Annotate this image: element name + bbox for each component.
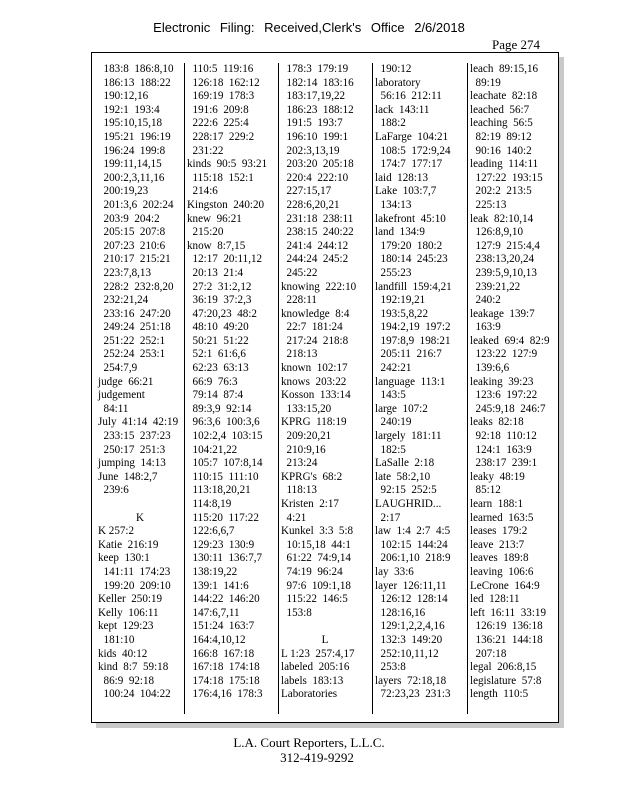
index-entry: kids 40:12 [98, 647, 148, 660]
index-entry: 190:12 [375, 63, 412, 75]
index-entry: 239:6 [98, 484, 129, 497]
index-entry: 225:13 [470, 198, 507, 211]
index-entry: 194:2,19 197:2 [375, 321, 451, 334]
index-entry: 115:20 117:22 [187, 511, 259, 524]
index-entry: 242:21 [375, 362, 412, 375]
index-entry: 139:6,6 [470, 362, 510, 375]
index-entry: 10:15,18 44:1 [281, 538, 351, 551]
index-entry: 228:6,20,21 [281, 198, 340, 211]
index-entry: 176:4,16 178:3 [187, 688, 263, 701]
index-entry: landfill 159:4,21 [375, 280, 452, 293]
index-entry: 244:24 245:2 [281, 253, 349, 266]
index-entry: 20:13 21:4 [187, 266, 244, 279]
index-entry: 245:9,18 246:7 [470, 402, 546, 415]
index-entry: 233:16 247:20 [98, 307, 171, 320]
index-entry: 22:7 181:24 [281, 321, 343, 334]
index-entry: 132:3 149:20 [375, 633, 443, 646]
index-entry: 191:5 193:7 [281, 117, 343, 130]
index-entry: 207:23 210:6 [98, 239, 166, 252]
index-entry: 144:22 146:20 [187, 593, 260, 606]
index-entry: LaFarge 104:21 [375, 130, 449, 143]
index-entry: law 1:4 2:7 4:5 [375, 525, 451, 538]
index-entry: leave 213:7 [470, 538, 525, 551]
index-entry: 134:13 [375, 198, 412, 211]
index-entry: 122:6,6,7 [187, 525, 235, 538]
index-entry: know 8:7,15 [187, 239, 246, 252]
index-entry: 203:20 205:18 [281, 158, 354, 171]
index-entry: 174:18 175:18 [187, 674, 260, 687]
index-entry: 110:15 111:10 [187, 470, 259, 483]
index-entry: 115:22 146:5 [281, 593, 348, 606]
index-entry: 223:7,8,13 [98, 266, 152, 279]
index-entry: 52:1 61:6,6 [187, 348, 246, 361]
index-entry: 47:20,23 48:2 [187, 307, 257, 320]
index-entry: 202:2 213:5 [470, 185, 532, 198]
index-entry: 181:10 [98, 633, 135, 646]
index-entry: 182:5 [375, 443, 406, 456]
index-entry: 27:2 31:2,12 [187, 280, 252, 293]
index-entry: 118:13 [281, 484, 317, 497]
index-entry: 238:13,20,24 [470, 253, 535, 266]
footer-phone: 312-419-9292 [280, 750, 354, 765]
index-entry: 126:19 136:18 [470, 620, 543, 633]
index-entry: 126:8,9,10 [470, 226, 524, 239]
index-entry: Keller 250:19 [98, 593, 163, 606]
index-entry: legal 206:8,15 [470, 661, 537, 674]
index-entry: Kosson 133:14 [281, 389, 351, 402]
index-entry: 74:19 96:24 [281, 565, 343, 578]
index-entry: 240:2 [470, 294, 501, 307]
index-entry: largely 181:11 [375, 430, 442, 443]
index-entry: 199:11,14,15 [98, 158, 162, 171]
index-entry: 206:1,10 218:9 [375, 552, 451, 565]
index-entry: 114:8,19 [187, 498, 232, 510]
index-entry: 220:4 222:10 [281, 171, 349, 184]
index-entry: leached 56:7 [470, 103, 530, 116]
index-entry: layers 72:18,18 [375, 674, 447, 687]
index-entry: 228:11 [281, 294, 317, 307]
page-number: Page 274 [491, 37, 540, 52]
index-entry: 147:6,7,11 [187, 606, 240, 619]
index-entry: learned 163:5 [470, 511, 534, 524]
index-entry: keep 130:1 [98, 552, 150, 565]
index-entry: 123:6 197:22 [470, 389, 538, 402]
index-entry: 231:22 [187, 144, 224, 157]
index-entry: 253:8 [375, 661, 406, 674]
index-entry: leachate 82:18 [470, 90, 538, 103]
index-entry: known 102:17 [281, 362, 348, 375]
index-entry: laboratory [375, 76, 421, 89]
index-entry: kind 8:7 59:18 [98, 661, 169, 674]
index-entry: layer 126:11,11 [375, 579, 447, 592]
index-entry: 48:10 49:20 [187, 321, 249, 334]
index-entry: 86:9 92:18 [98, 674, 155, 687]
index-entry: 113:18,20,21 [187, 484, 251, 497]
index-entry: 214:6 [187, 185, 218, 198]
index-entry: 222:6 225:4 [187, 117, 249, 130]
index-entry: Kristen 2:17 [281, 498, 339, 510]
index-entry: 251:22 252:1 [98, 334, 166, 347]
index-entry: 192:1 193:4 [98, 103, 160, 116]
index-entry: 2:17 [375, 511, 401, 524]
index-entry: large 107:2 [375, 402, 428, 415]
section-letter: L [321, 633, 329, 646]
word-index-columns [92, 53, 558, 722]
index-entry: 90:16 140:2 [470, 144, 532, 157]
index-entry: 110:5 119:16 [187, 63, 254, 75]
index-entry: July 41:14 42:19 [98, 416, 179, 429]
index-entry: 163:9 [470, 321, 501, 334]
index-entry: leakage 139:7 [470, 307, 535, 320]
index-entry: L 1:23 257:4,17 [281, 647, 355, 660]
index-entry [98, 498, 182, 512]
index-entry: 195:10,15,18 [98, 117, 163, 130]
index-entry: leaching 56:5 [470, 117, 533, 130]
index-entry: 139:1 141:6 [187, 579, 249, 592]
index-entry: K 257:2 [98, 525, 135, 538]
index-entry: 133:15,20 [281, 402, 332, 415]
index-entry: 129:23 130:9 [187, 538, 255, 551]
index-entry: 233:15 237:23 [98, 430, 171, 443]
index-entry: 227:15,17 [281, 185, 332, 198]
index-entry: 238:17 239:1 [470, 457, 538, 470]
index-entry: 241:4 244:12 [281, 239, 349, 252]
index-entry: 108:5 172:9,24 [375, 144, 451, 157]
footer-company: L.A. Court Reporters, L.L.C. [233, 735, 385, 750]
index-entry: 138:19,22 [187, 565, 238, 578]
index-entry: leaky 48:19 [470, 470, 525, 483]
index-entry: 89:19 [470, 76, 501, 89]
index-entry: 252:24 253:1 [98, 348, 166, 361]
column-divider [278, 63, 279, 714]
index-entry: jumping 14:13 [98, 457, 166, 470]
index-entry: judgement [98, 389, 145, 402]
index-entry: language 113:1 [375, 375, 446, 388]
index-entry: 126:18 162:12 [187, 76, 260, 89]
index-entry: 96:3,6 100:3,6 [187, 416, 260, 429]
index-entry: 115:18 152:1 [187, 171, 254, 184]
index-entry: 130:11 136:7,7 [187, 552, 263, 565]
index-entry: Kelly 106:11 [98, 606, 159, 619]
index-entry: 196:10 199:1 [281, 130, 349, 143]
index-entry: Laboratories [281, 688, 338, 701]
index-entry: 183:17,19,22 [281, 90, 346, 103]
index-entry: 228:2 232:8,20 [98, 280, 174, 293]
index-entry: 193:5,8,22 [375, 307, 429, 320]
index-entry: lack 143:11 [375, 103, 430, 116]
index-entry: KPRG 118:19 [281, 416, 347, 429]
index-entry: left 16:11 33:19 [470, 606, 547, 619]
index-entry: 203:9 204:2 [98, 212, 160, 225]
index-entry: 209:20,21 [281, 430, 332, 443]
index-entry: 97:6 109:1,18 [281, 579, 351, 592]
index-entry: 186:23 188:12 [281, 103, 354, 116]
index-entry [281, 620, 369, 634]
index-entry: 82:19 89:12 [470, 130, 532, 143]
index-entry: 254:7,9 [98, 362, 138, 375]
index-entry: 143:5 [375, 389, 406, 402]
index-entry: 232:21,24 [98, 294, 149, 307]
index-entry: led 128:11 [470, 593, 520, 606]
index-entry: leaking 39:23 [470, 375, 534, 388]
index-entry: leaving 106:6 [470, 565, 534, 578]
index-entry: length 110:5 [470, 688, 529, 701]
index-entry: labels 183:13 [281, 674, 344, 687]
index-entry: 239:21,22 [470, 280, 521, 293]
index-column-5 [470, 63, 558, 716]
index-entry: lakefront 45:10 [375, 212, 446, 225]
index-column-2 [187, 63, 275, 716]
index-entry: 127:22 193:15 [470, 171, 543, 184]
index-entry: legislature 57:8 [470, 674, 542, 687]
index-entry: 200:19,23 [98, 185, 149, 198]
index-entry: 188:2 [375, 117, 406, 130]
index-entry: leading 114:11 [470, 158, 539, 171]
column-divider [372, 63, 373, 714]
index-column-1 [98, 63, 182, 716]
index-entry: 201:3,6 202:24 [98, 198, 174, 211]
index-entry: 186:13 188:22 [98, 76, 171, 89]
index-entry: 104:21,22 [187, 443, 238, 456]
index-entry: knowing 222:10 [281, 280, 357, 293]
index-entry: 141:11 174:23 [98, 565, 171, 578]
index-entry: kinds 90:5 93:21 [187, 158, 268, 171]
index-entry: knowledge 8:4 [281, 307, 350, 320]
index-entry: late 58:2,10 [375, 470, 431, 483]
index-entry: 210:17 215:21 [98, 253, 171, 266]
index-entry: 195:21 196:19 [98, 130, 171, 143]
index-entry: 217:24 218:8 [281, 334, 349, 347]
index-entry: 199:20 209:10 [98, 579, 171, 592]
index-entry: 249:24 251:18 [98, 321, 171, 334]
index-entry: 174:7 177:17 [375, 158, 443, 171]
index-entry: 197:8,9 198:21 [375, 334, 451, 347]
index-entry: 210:9,16 [281, 443, 326, 456]
index-entry: leaks 82:18 [470, 416, 524, 429]
index-entry: 66:9 76:3 [187, 375, 238, 388]
index-entry: 79:14 87:4 [187, 389, 244, 402]
index-entry: 129:1,2,2,4,16 [375, 620, 445, 633]
index-entry: 92:18 110:12 [470, 430, 537, 443]
index-entry: Lake 103:7,7 [375, 185, 437, 198]
index-entry: 153:8 [281, 606, 312, 619]
index-entry: knew 96:21 [187, 212, 242, 225]
index-entry: 12:17 20:11,12 [187, 253, 263, 266]
index-entry: 245:22 [281, 266, 318, 279]
index-column-4 [375, 63, 465, 716]
index-entry: 183:8 186:8,10 [98, 63, 174, 75]
index-entry: leaves 189:8 [470, 552, 529, 565]
index-entry: judge 66:21 [98, 375, 154, 388]
index-entry: Kunkel 3:3 5:8 [281, 525, 354, 538]
index-entry: 239:5,9,10,13 [470, 266, 537, 279]
index-entry: 191:6 209:8 [187, 103, 249, 116]
index-entry: LAUGHRID... [375, 498, 442, 510]
index-entry: 4:21 [281, 511, 307, 524]
index-entry: 178:3 179:19 [281, 63, 349, 75]
index-entry: 123:22 127:9 [470, 348, 538, 361]
index-entry: 85:12 [470, 484, 501, 497]
index-entry: 164:4,10,12 [187, 633, 246, 646]
index-entry: 84:11 [98, 402, 129, 415]
index-entry: 240:19 [375, 416, 412, 429]
index-entry: Kingston 240:20 [187, 198, 265, 211]
index-entry: leases 179:2 [470, 525, 528, 538]
column-divider [467, 63, 468, 714]
column-divider [184, 63, 185, 714]
index-entry: 62:23 63:13 [187, 362, 249, 375]
index-entry: 180:14 245:23 [375, 253, 448, 266]
index-entry: Katie 216:19 [98, 538, 159, 551]
index-entry: labeled 205:16 [281, 661, 350, 674]
index-entry: leach 89:15,16 [470, 63, 539, 75]
index-entry: 196:24 199:8 [98, 144, 166, 157]
index-entry: 127:9 215:4,4 [470, 239, 540, 252]
index-entry: 205:15 207:8 [98, 226, 166, 239]
index-entry: 218:13 [281, 348, 318, 361]
index-entry: 179:20 180:2 [375, 239, 443, 252]
index-entry: 102:15 144:24 [375, 538, 448, 551]
index-entry: 167:18 174:18 [187, 661, 260, 674]
index-entry: 215:20 [187, 226, 224, 239]
index-entry: 61:22 74:9,14 [281, 552, 351, 565]
index-entry: 100:24 104:22 [98, 688, 171, 701]
index-entry: June 148:2,7 [98, 470, 158, 483]
index-entry: 89:3,9 92:14 [187, 402, 252, 415]
index-entry: 202:3,13,19 [281, 144, 340, 157]
index-entry: 255:23 [375, 266, 412, 279]
index-entry: 151:24 163:7 [187, 620, 255, 633]
index-column-3 [281, 63, 369, 716]
index-entry: lay 33:6 [375, 565, 414, 578]
index-entry: 192:19,21 [375, 294, 426, 307]
index-frame [91, 52, 559, 723]
index-entry: 105:7 107:8,14 [187, 457, 263, 470]
index-entry: 182:14 183:16 [281, 76, 354, 89]
index-entry: KPRG's 68:2 [281, 470, 343, 483]
index-entry: 50:21 51:22 [187, 334, 249, 347]
index-entry: 124:1 163:9 [470, 443, 532, 456]
index-entry: 102:2,4 103:15 [187, 430, 263, 443]
section-letter: K [135, 511, 144, 524]
index-entry: 136:21 144:18 [470, 633, 543, 646]
index-entry: 92:15 252:5 [375, 484, 437, 497]
filing-stamp: Electronic Filing: Received,Clerk's Office 2/6/2018 [153, 20, 465, 35]
index-entry: LaSalle 2:18 [375, 457, 435, 470]
index-entry: 169:19 178:3 [187, 90, 255, 103]
index-entry: land 134:9 [375, 226, 425, 239]
index-entry: 238:15 240:22 [281, 226, 354, 239]
index-entry: knows 203:22 [281, 375, 347, 388]
index-entry: LeCrone 164:9 [470, 579, 540, 592]
index-entry: 126:12 128:14 [375, 593, 448, 606]
index-entry: 72:23,23 231:3 [375, 688, 451, 701]
index-entry: 200:2,3,11,16 [98, 171, 165, 184]
index-entry: 250:17 251:3 [98, 443, 166, 456]
index-entry: laid 128:13 [375, 171, 428, 184]
index-entry: 207:18 [470, 647, 507, 660]
index-entry: 231:18 238:11 [281, 212, 354, 225]
index-entry: 213:24 [281, 457, 318, 470]
index-entry: 56:16 212:11 [375, 90, 442, 103]
index-entry: 36:19 37:2,3 [187, 294, 252, 307]
index-entry: kept 129:23 [98, 620, 154, 633]
index-entry: learn 188:1 [470, 498, 523, 510]
index-entry: 128:16,16 [375, 606, 426, 619]
index-entry: 252:10,11,12 [375, 647, 439, 660]
index-entry: 190:12,16 [98, 90, 149, 103]
index-entry: leaked 69:4 82:9 [470, 334, 550, 347]
index-entry: leak 82:10,14 [470, 212, 534, 225]
index-entry: 205:11 216:7 [375, 348, 442, 361]
index-entry: 228:17 229:2 [187, 130, 255, 143]
index-entry: 166:8 167:18 [187, 647, 255, 660]
